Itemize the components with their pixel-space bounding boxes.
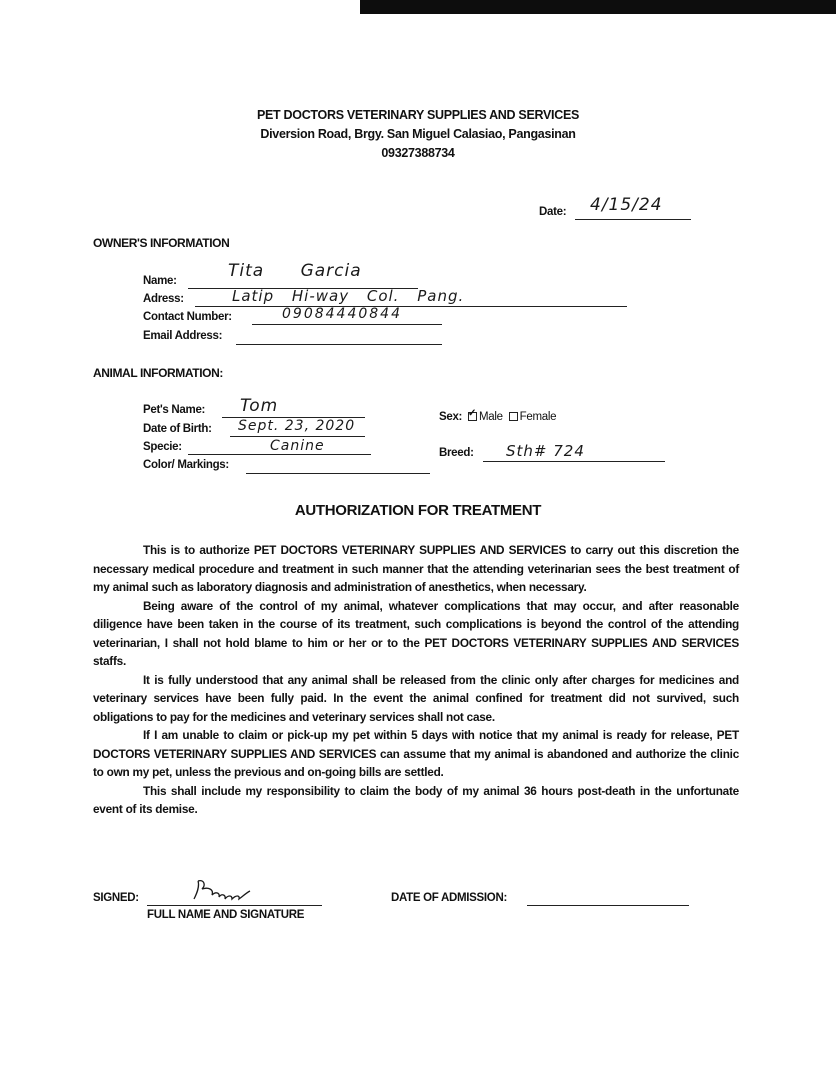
scan-artifact-bar: [360, 0, 836, 14]
dob-label: Date of Birth:: [143, 423, 212, 435]
animal-section-title: ANIMAL INFORMATION:: [93, 366, 223, 380]
admission-line: [527, 905, 689, 906]
check-icon: ✓: [468, 408, 477, 420]
sex-female-label: Female: [519, 411, 557, 423]
breed-label: Breed:: [439, 447, 474, 459]
authorization-body: [93, 541, 739, 819]
date-value[interactable]: 4/15/24: [590, 195, 663, 215]
owner-contact-value[interactable]: 09084440844: [282, 306, 402, 322]
sex-female-checkbox[interactable]: [509, 412, 518, 421]
owner-address-label: Adress:: [143, 293, 184, 305]
owner-address-line: [195, 306, 627, 307]
owner-name-label: Name:: [143, 275, 177, 287]
breed-line: [483, 461, 665, 462]
sex-male-checkbox[interactable]: [468, 408, 477, 421]
pet-name-label: Pet's Name:: [143, 404, 206, 416]
clinic-address: Diversion Road, Brgy. San Miguel Calasiao, Pangasinan: [260, 127, 576, 141]
specie-line: [188, 454, 371, 455]
full-name-signature-caption: FULL NAME AND SIGNATURE: [147, 909, 305, 921]
clinic-phone: 09327388734: [381, 146, 455, 160]
authorization-paragraph: This shall include my responsibility to claim the body of my animal 36 hours post-death in the unfortunate event of its demise.: [93, 783, 739, 816]
signed-label: SIGNED:: [93, 892, 139, 904]
breed-value[interactable]: Sth# 724: [506, 442, 585, 460]
date-line: [575, 219, 691, 220]
authorization-paragraph: If I am unable to claim or pick-up my pet within 5 days with notice that my animal is ready for release, PET DOCTORS VETERINARY SUPPLIES AND SERVICES can assume that my animal is abandoned and authorize the clinic to own my pet, unless the previous and on-going bills are settled.: [93, 728, 739, 779]
owner-contact-label: Contact Number:: [143, 311, 232, 323]
owner-name-value[interactable]: Tita Garcia: [228, 261, 362, 281]
handwritten-signature-icon: [192, 877, 252, 903]
specie-label: Specie:: [143, 441, 182, 453]
authorization-paragraph: Being aware of the control of my animal, whatever complications that may occur, and after reasonable diligence have been taken in the course of its treatment, such complications is beyond the control of the attending veterinarian, I shall not hold blame to him or her or to the PET DOCTORS VETERINARY SUPPLIES AND SERVICES staffs.: [93, 598, 739, 668]
sex-male-label: Male: [479, 411, 503, 423]
color-line: [246, 473, 430, 474]
date-label: Date:: [539, 206, 567, 218]
pet-name-value[interactable]: Tom: [240, 396, 279, 416]
sex-field: [439, 408, 557, 423]
signature-mark[interactable]: [192, 877, 252, 908]
dob-line: [230, 436, 365, 437]
owner-address-value[interactable]: Latip Hi-way Col. Pang.: [232, 287, 465, 305]
authorization-title: AUTHORIZATION FOR TREATMENT: [294, 502, 542, 519]
clinic-name: PET DOCTORS VETERINARY SUPPLIES AND SERVICES: [256, 108, 580, 122]
owner-email-line: [236, 344, 442, 345]
authorization-paragraph: It is fully understood that any animal shall be released from the clinic only after charges for medicines and veterinary services have been fully paid. In the event the animal confined for treatment did not survived, such obligations to pay for the medicines and veterinary services shall not case.: [93, 672, 739, 724]
owner-contact-line: [252, 324, 442, 325]
color-label: Color/ Markings:: [143, 459, 229, 471]
authorization-paragraph: This is to authorize PET DOCTORS VETERINARY SUPPLIES AND SERVICES to carry out this discretion the necessary medical procedure and treatment in such manner that the attending veterinarian sees the best treatment of my animal such as laboratory diagnosis and administration of anesthetics, when necessary.: [93, 543, 739, 594]
owner-email-label: Email Address:: [143, 330, 223, 342]
dob-value[interactable]: Sept. 23, 2020: [238, 418, 356, 434]
owner-section-title: OWNER'S INFORMATION: [93, 236, 230, 250]
specie-value[interactable]: Canine: [270, 438, 325, 454]
admission-label: DATE OF ADMISSION:: [391, 892, 507, 904]
sex-label: Sex:: [439, 411, 463, 423]
